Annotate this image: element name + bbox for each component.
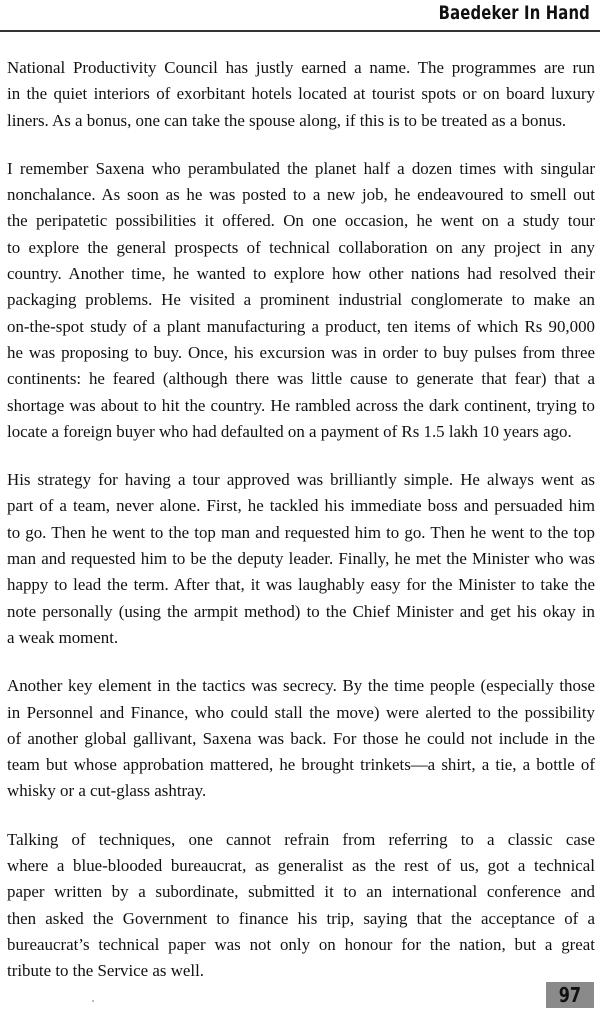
text-line: nonchalance. As soon as he was posted to a new job, he endeavoured to smell out — [7, 185, 595, 205]
text-line: shortage was about to hit the country. He rambled across the dark continent, trying to — [7, 395, 595, 415]
text-line: man and requested him to be the deputy leader. Finally, he met the Minister who was — [7, 549, 595, 569]
text-line: a weak moment. — [7, 627, 119, 647]
text-line: continents: he feared (although there was little cause to generate that fear) that a — [7, 369, 595, 389]
page-number: 97 — [558, 983, 582, 1007]
text-line: he was proposing to buy. Once, his excursion was in order to buy pulses from three — [7, 342, 595, 362]
text-line: note personally (using the armpit method) to the Chief Minister and get his okay in — [7, 601, 595, 621]
paragraph — [7, 156, 595, 445]
text-line: country. Another time, he wanted to explore how other nations had resolved their — [7, 264, 595, 284]
text-line: I remember Saxena who perambulated the planet half a dozen times with singular — [7, 158, 595, 178]
text-line: happy to lead the term. After that, it was laughably easy for the Minister to take the — [7, 575, 595, 595]
text-line: where a blue-blooded bureaucrat, as generalist as the rest of us, got a technical — [7, 856, 595, 876]
text-line: His strategy for having a tour approved was brilliantly simple. He always went as — [7, 470, 595, 490]
text-line: in the quiet interiors of exorbitant hotels located at tourist spots or on board luxury — [7, 84, 595, 104]
paragraph — [7, 827, 595, 985]
paragraph — [7, 55, 595, 134]
text-line: on-the-spot study of a plant manufacturing a product, ten items of which Rs 90,000 — [7, 316, 595, 336]
text-line: Talking of techniques, one cannot refrain from referring to a classic case — [7, 829, 595, 849]
paragraph — [7, 467, 595, 651]
text-line: bureaucrat’s technical paper was not only on honour for the nation, but a great — [7, 934, 595, 954]
text-line: part of a team, never alone. First, he tackled his immediate boss and persuaded him — [7, 496, 595, 516]
text-line: then asked the Government to finance his trip, saying that the acceptance of a — [7, 908, 595, 928]
text-line: National Productivity Council has justly earned a name. The programmes are run — [7, 58, 595, 77]
paragraph — [7, 673, 595, 804]
page-number-box — [546, 982, 594, 1008]
text-line: to explore the general prospects of technical collaboration on any project in any — [7, 237, 595, 257]
text-line: whisky or a cut-glass ashtray. — [7, 781, 207, 801]
running-header: Baedeker In Hand — [438, 2, 590, 24]
text-line: team but whose approbation mattered, he brought trinkets—a shirt, a tie, a bottle of — [7, 755, 595, 775]
text-line: packaging problems. He visited a prominent industrial conglomerate to make an — [7, 290, 595, 310]
text-line: tribute to the Service as well. — [7, 961, 204, 981]
scan-speck — [92, 1000, 94, 1002]
text-line: of another global gallivant, Saxena was back. For those he could not include in the — [7, 728, 595, 748]
header-rule — [0, 30, 600, 32]
text-line: in Personnel and Finance, who could stall the move) were alerted to the possibility — [7, 702, 595, 722]
text-line: Another key element in the tactics was secrecy. By the time people (especially those — [7, 676, 595, 696]
text-line: paper written by a subordinate, submitted it to an international conference and — [7, 882, 595, 902]
text-line: the peripatetic possibilities it offered. On one occasion, he went on a study tour — [7, 211, 595, 231]
body-text — [7, 55, 595, 1007]
text-line: liners. As a bonus, one can take the spouse along, if this is to be treated as a bonus. — [7, 110, 567, 130]
text-line: locate a foreign buyer who had defaulted on a payment of Rs 1.5 lakh 10 years ago. — [7, 421, 572, 441]
text-line: to go. Then he went to the top man and requested him to go. Then he went to the top — [7, 522, 595, 542]
